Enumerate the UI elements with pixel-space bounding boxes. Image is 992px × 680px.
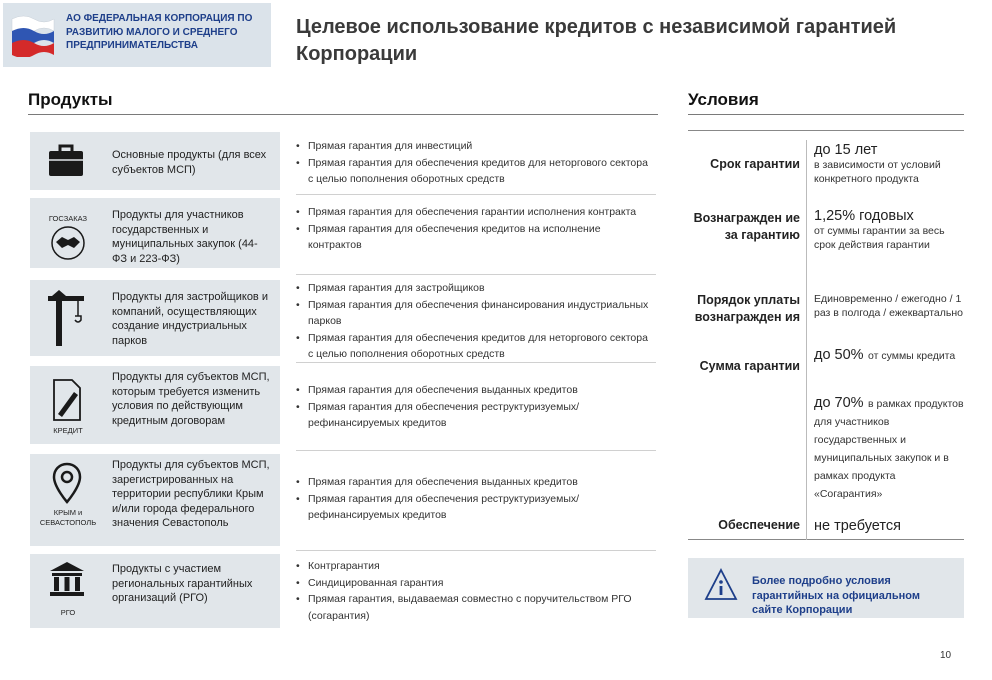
row-separator — [296, 274, 656, 275]
fee-value — [814, 208, 964, 252]
collateral-value: не требуется — [814, 518, 901, 534]
bullet-item: • Прямая гарантия для обеспечения реструктуризуемых/ рефинансируемых кредитов — [296, 491, 656, 524]
map-pin-icon — [52, 462, 82, 504]
bullet-item: • Прямая гарантия для обеспечения кредитов для неторгового сектора с целью пополнения оборотных средств — [296, 155, 656, 188]
bullet-item: • Прямая гарантия для застройщиков — [296, 280, 656, 297]
icon-label: РГО — [60, 608, 76, 617]
term-big: до 15 лет — [814, 142, 878, 158]
product-text: Продукты с участием региональных гарантийных организаций (РГО) — [112, 563, 253, 604]
fee-label: Вознагражден ие за гарантию — [693, 211, 800, 242]
bullet-item: • Прямая гарантия для обеспечения финансирования индустриальных парков — [296, 297, 656, 330]
bullet-item: • Прямая гарантия для инвестиций — [296, 138, 656, 155]
conditions-rule — [688, 114, 964, 115]
payment-value: Единовременно / ежегодно / 1 раз в полгода / ежеквартально — [814, 293, 963, 319]
page-number: 10 — [940, 650, 952, 661]
fee-big: 1,25% годовых — [814, 208, 914, 224]
product-bullets — [296, 138, 656, 188]
bullet-item: • Прямая гарантия, выдаваемая совместно с поручительством РГО (согарантия) — [296, 591, 656, 624]
bullet-item: • Прямая гарантия для обеспечения выданных кредитов — [296, 382, 656, 399]
row-separator — [296, 550, 656, 551]
info-link-text[interactable]: Более подробно условия гарантийных на официальном сайте Корпорации — [752, 575, 920, 616]
row-separator — [296, 362, 656, 363]
crane-icon — [46, 290, 86, 346]
amount-value-2 — [814, 394, 964, 502]
bullet-item: • Прямая гарантия для обеспечения гарантии исполнения контракта — [296, 204, 656, 221]
bullet-item: • Прямая гарантия для обеспечения реструктуризуемых/ рефинансируемых кредитов — [296, 399, 656, 432]
bank-building-icon — [48, 560, 86, 598]
term-value — [814, 142, 964, 186]
product-text: Продукты для застройщиков и компаний, осуществляющих создание индустриальных парков — [112, 291, 268, 347]
products-rule — [28, 114, 658, 115]
bullet-item: • Прямая гарантия для обеспечения кредитов для неторгового сектора с целью пополнения оборотных средств — [296, 330, 656, 363]
amount-small-1: от суммы кредита — [868, 350, 956, 362]
amount-big-1: до 50% — [814, 347, 864, 363]
row-separator — [296, 450, 656, 451]
org-name: АО ФЕДЕРАЛЬНАЯ КОРПОРАЦИЯ ПО РАЗВИТИЮ МАЛОГО И СРЕДНЕГО ПРЕДПРИНИМАТЕЛЬСТВА — [66, 13, 253, 51]
products-heading: Продукты — [28, 90, 113, 109]
collateral-label: Обеспечение — [718, 518, 800, 532]
amount-value — [814, 346, 964, 364]
document-pen-icon — [52, 378, 82, 422]
product-text: Продукты для субъектов МСП, которым требуется изменить условия по действующим кредитным договорам — [112, 371, 270, 427]
product-text: Основные продукты (для всех субъектов МСП) — [112, 149, 267, 176]
briefcase-icon — [48, 142, 84, 178]
info-triangle-icon — [704, 568, 738, 602]
product-text: Продукты для участников государственных и муниципальных закупок (44-ФЗ и 223-ФЗ) — [112, 209, 258, 265]
icon-label: КРЫМ и СЕВАСТОПОЛЬ — [39, 508, 97, 527]
product-bullets — [296, 280, 656, 363]
amount-big-2: до 70% — [814, 395, 864, 411]
row-separator — [296, 194, 656, 195]
payment-label: Порядок уплаты вознагражден ия — [694, 293, 800, 324]
product-bullets — [296, 558, 656, 624]
page-title: Целевое использование кредитов с независимой гарантией Корпорации — [296, 16, 897, 65]
product-bullets — [296, 382, 656, 432]
bullet-item: • Синдицированная гарантия — [296, 575, 656, 592]
bullet-item: • Прямая гарантия для обеспечения кредитов на исполнение контрактов — [296, 221, 656, 254]
product-text: Продукты для субъектов МСП, зарегистрированных на территории республики Крым и/или города федерального значения Севастополь — [112, 459, 270, 529]
icon-label: КРЕДИТ — [53, 426, 83, 435]
product-bullets — [296, 204, 656, 254]
bullet-item: • Прямая гарантия для обеспечения выданных кредитов — [296, 474, 656, 491]
fee-small: от суммы гарантии за весь срок действия гарантии — [814, 225, 945, 251]
term-small: в зависимости от условий конкретного продукта — [814, 159, 941, 185]
handshake-icon — [50, 226, 86, 260]
bullet-item: • Контргарантия — [296, 558, 656, 575]
term-label: Срок гарантии — [710, 157, 800, 171]
product-bullets — [296, 474, 656, 524]
russia-flag-logo-icon — [10, 13, 56, 57]
conditions-divider — [806, 140, 807, 540]
icon-label: ГОСЗАКАЗ — [48, 214, 88, 223]
amount-label: Сумма гарантии — [699, 359, 800, 373]
conditions-heading: Условия — [688, 90, 759, 109]
amount-small-2: в рамках продуктов для участников государственных и муниципальных закупок и в рамках продукта «Согарантия» — [814, 398, 964, 500]
